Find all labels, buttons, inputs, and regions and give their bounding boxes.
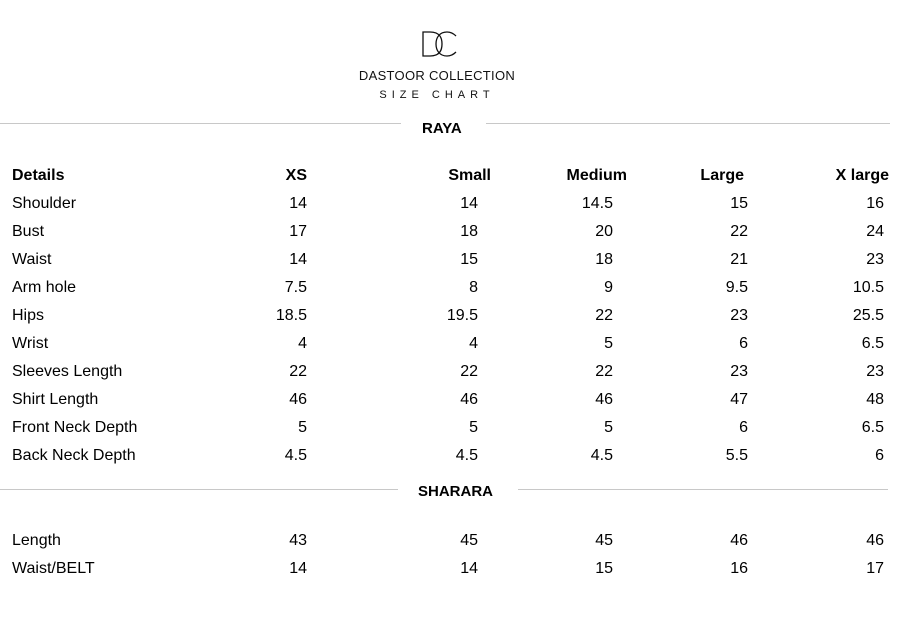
- cell: 22: [460, 363, 478, 380]
- header-cell: Large: [700, 167, 744, 184]
- table-row: [0, 559, 904, 587]
- table-row: [0, 418, 904, 446]
- cell: 19.5: [446, 307, 478, 324]
- cell: 23: [730, 307, 748, 324]
- cell: 20: [595, 223, 613, 240]
- cell: 6.5: [861, 335, 884, 352]
- row-label: Sleeves Length: [12, 363, 123, 380]
- cell: 22: [595, 363, 613, 380]
- dc-logo-icon: [420, 30, 460, 58]
- divider-right: [518, 489, 888, 490]
- cell: 24: [866, 223, 884, 240]
- cell: 5: [298, 419, 307, 436]
- cell: 9.5: [725, 279, 748, 296]
- cell: 46: [595, 391, 613, 408]
- cell: 5.5: [725, 447, 748, 464]
- cell: 8: [469, 279, 478, 296]
- table-row: [0, 390, 904, 418]
- cell: 23: [866, 251, 884, 268]
- cell: 23: [866, 363, 884, 380]
- cell: 25.5: [852, 307, 884, 324]
- row-label: Wrist: [12, 335, 49, 352]
- table-row: [0, 194, 904, 222]
- cell: 17: [866, 560, 884, 577]
- cell: 45: [460, 532, 478, 549]
- row-label: Front Neck Depth: [12, 419, 138, 436]
- table-header-row: [0, 166, 904, 194]
- page-subtitle: SIZE CHART: [379, 89, 495, 101]
- cell: 9: [604, 279, 613, 296]
- section-title-raya: RAYA: [422, 120, 462, 137]
- cell: 16: [866, 195, 884, 212]
- table-row: [0, 531, 904, 559]
- cell: 4.5: [284, 447, 307, 464]
- brand-name: DASTOOR COLLECTION: [358, 68, 516, 83]
- cell: 4.5: [590, 447, 613, 464]
- header-cell: Medium: [566, 167, 627, 184]
- header-cell: Details: [12, 167, 65, 184]
- cell: 43: [289, 532, 307, 549]
- cell: 15: [460, 251, 478, 268]
- table-row: [0, 446, 904, 474]
- cell: 6: [739, 419, 748, 436]
- cell: 45: [595, 532, 613, 549]
- cell: 18: [595, 251, 613, 268]
- cell: 18.5: [275, 307, 307, 324]
- divider-right: [486, 123, 890, 124]
- cell: 46: [866, 532, 884, 549]
- cell: 46: [460, 391, 478, 408]
- header-cell: Small: [448, 167, 491, 184]
- cell: 14: [289, 251, 307, 268]
- row-label: Arm hole: [12, 279, 77, 296]
- table-row: [0, 250, 904, 278]
- cell: 4: [469, 335, 478, 352]
- divider-left: [0, 123, 401, 124]
- cell: 21: [730, 251, 748, 268]
- row-label: Length: [12, 532, 61, 549]
- cell: 7.5: [284, 279, 307, 296]
- cell: 14: [289, 560, 307, 577]
- cell: 46: [289, 391, 307, 408]
- row-label: Back Neck Depth: [12, 447, 136, 464]
- cell: 22: [595, 307, 613, 324]
- row-label: Bust: [12, 223, 45, 240]
- cell: 5: [604, 335, 613, 352]
- cell: 14: [289, 195, 307, 212]
- table-row: [0, 334, 904, 362]
- row-label: Shirt Length: [12, 391, 99, 408]
- cell: 22: [289, 363, 307, 380]
- cell: 14: [460, 195, 478, 212]
- cell: 14: [460, 560, 478, 577]
- cell: 14.5: [581, 195, 613, 212]
- cell: 47: [730, 391, 748, 408]
- cell: 6: [875, 447, 884, 464]
- cell: 5: [469, 419, 478, 436]
- row-label: Hips: [12, 307, 45, 324]
- table-row: [0, 278, 904, 306]
- header-cell: X large: [835, 167, 889, 184]
- cell: 6: [739, 335, 748, 352]
- cell: 46: [730, 532, 748, 549]
- cell: 15: [595, 560, 613, 577]
- cell: 6.5: [861, 419, 884, 436]
- cell: 17: [289, 223, 307, 240]
- row-label: Shoulder: [12, 195, 77, 212]
- cell: 22: [730, 223, 748, 240]
- cell: 4.5: [455, 447, 478, 464]
- section-title-sharara: SHARARA: [418, 483, 493, 500]
- table-row: [0, 222, 904, 250]
- cell: 48: [866, 391, 884, 408]
- cell: 18: [460, 223, 478, 240]
- cell: 10.5: [852, 279, 884, 296]
- table-row: [0, 362, 904, 390]
- row-label: Waist/BELT: [12, 560, 95, 577]
- divider-left: [0, 489, 398, 490]
- cell: 16: [730, 560, 748, 577]
- cell: 5: [604, 419, 613, 436]
- cell: 4: [298, 335, 307, 352]
- cell: 23: [730, 363, 748, 380]
- table-row: [0, 306, 904, 334]
- header-cell: XS: [285, 167, 307, 184]
- row-label: Waist: [12, 251, 52, 268]
- cell: 15: [730, 195, 748, 212]
